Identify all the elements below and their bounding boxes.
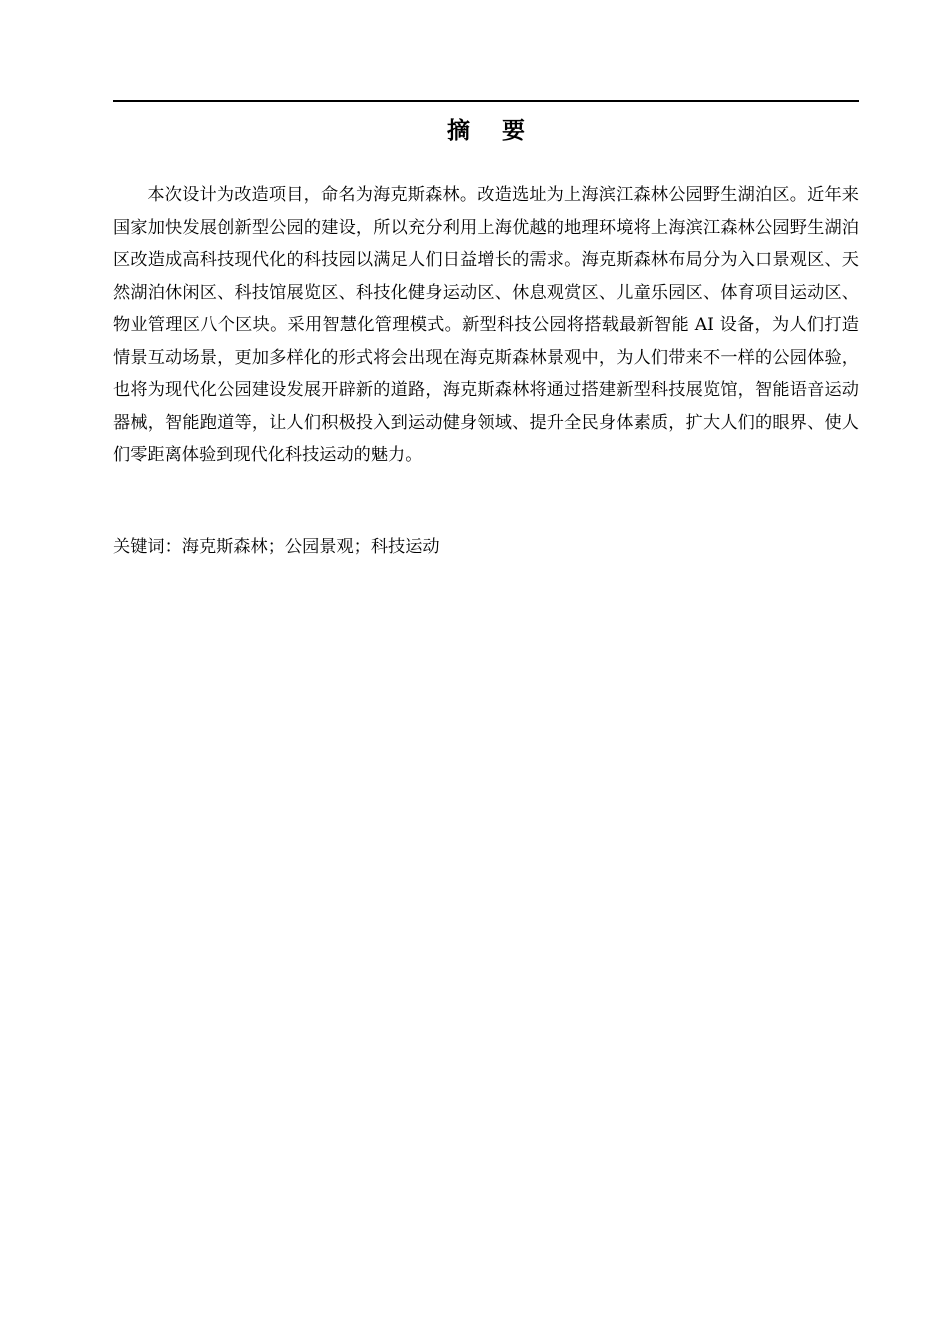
abstract-title: 摘 要 <box>446 118 526 144</box>
header-rule <box>113 100 859 102</box>
abstract-body: 本次设计为改造项目，命名为海克斯森林。改造选址为上海滨江森林公园野生湖泊区。近年来国家加快发展创新型公园的建设，所以充分利用上海优越的地理环境将上海滨江森林公园野生湖泊区改造成高科技现代化的科技园以满足人们日益增长的需求。海克斯森林布局分为入口景观区、天然湖泊休闲区、科技馆展览区、科技化健身运动区、休息观赏区、儿童乐园区、体育项目运动区、物业管理区八个区块。采用智慧化管理模式。新型科技公园将搭载最新智能 AI 设备，为人们打造情景互动场景，更加多样化的形式将会出现在海克斯森林景观中，为人们带来不一样的公园体验，也将为现代化公园建设发展开辟新的道路，海克斯森林将通过搭建新型科技展览馆，智能语音运动器械，智能跑道等，让人们积极投入到运动健身领域、提升全民身体素质，扩大人们的眼界、使人们零距离体验到现代化科技运动的魅力。 <box>113 185 859 465</box>
keywords-line: 关键词：海克斯森林；公园景观；科技运动 <box>113 537 440 557</box>
